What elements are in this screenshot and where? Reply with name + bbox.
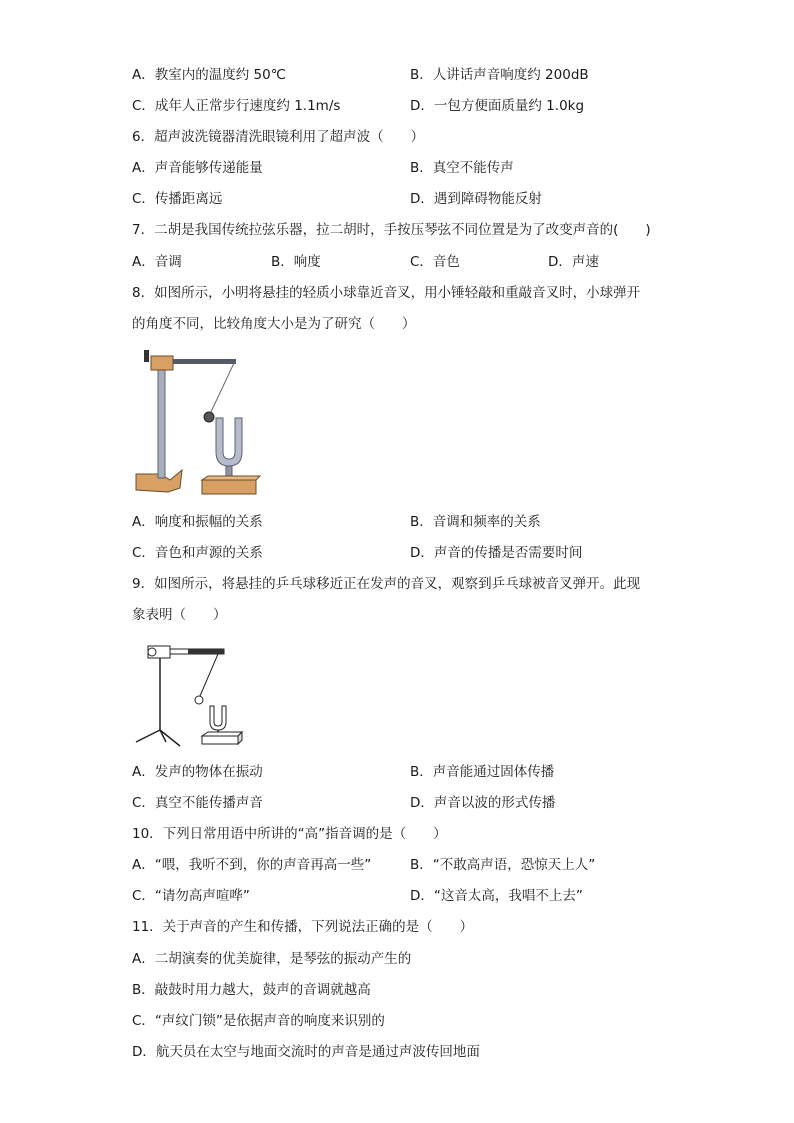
q7-stem: 7．二胡是我国传统拉弦乐器，拉二胡时，手按压琴弦不同位置是为了改变声音的( ) [132,222,651,238]
fork-base [202,480,256,494]
q9-option-d: D．声音以波的形式传播 [410,795,556,811]
q6-stem: 6．超声波洗镜器清洗眼镜利用了超声波（ ） [132,129,425,145]
q7-option-a: A．音调 [132,254,182,270]
prev-option-c: C．成年人正常步行速度约 1.1m/s [132,98,341,114]
q6-option-b: B．真空不能传声 [410,160,514,176]
q7-option-b: B．响度 [271,254,321,270]
thread [200,654,218,696]
q8-stem-line1: 8．如图所示，小明将悬挂的轻质小球靠近音叉，用小锤轻敲和重敲音叉时，小球弹开 [132,285,641,301]
q9-stem-line2: 象表明（ ） [132,607,227,623]
horizontal-arm [173,359,236,364]
clamp-block [151,356,173,370]
q9-stem-line1: 9．如图所示，将悬挂的乒乓球移近正在发声的音叉，观察到乒乓球被音叉弹开。此现 [132,576,641,592]
q6-option-c: C．传播距离远 [132,191,223,207]
q9-option-a: A．发声的物体在振动 [132,764,263,780]
q9-option-b: B．声音能通过固体传播 [410,764,555,780]
ball [204,412,214,422]
q9-figure-pingpong-tuning-fork [130,638,245,750]
q9-option-c: C．真空不能传播声音 [132,795,263,811]
q7-option-d: D．声速 [548,254,599,270]
prev-option-d: D．一包方便面质量约 1.0kg [410,98,585,114]
q8-option-b: B．音调和频率的关系 [410,514,541,530]
q8-option-c: C．音色和声源的关系 [132,545,263,561]
q11-stem: 11．关于声音的产生和传播，下列说法正确的是（ ） [132,919,474,935]
q10-stem: 10．下列日常用语中所讲的“高”指音调的是（ ） [132,826,447,842]
q11-option-d: D．航天员在太空与地面交流时的声音是通过声波传回地面 [132,1044,480,1060]
pingpong-ball [195,696,203,704]
q11-option-a: A．二胡演奏的优美旋律，是琴弦的振动产生的 [132,951,412,967]
q6-option-a: A．声音能够传递能量 [132,160,263,176]
q11-option-c: C．“声纹门锁”是依据声音的响度来识别的 [132,1013,385,1029]
thread [210,363,234,414]
stand-rod [158,360,165,478]
q8-stem-line2: 的角度不同，比较角度大小是为了研究（ ） [132,316,416,332]
q11-option-b: B．敲鼓时用力越大，鼓声的音调就越高 [132,982,371,998]
q7-option-c: C．音色 [410,254,460,270]
tuning-fork [216,418,242,466]
tuning-fork [210,706,226,730]
q6-option-d: D．遇到障碍物能反射 [410,191,542,207]
q10-option-d: D．“这音太高，我唱不上去” [410,888,583,904]
prev-option-a: A．教室内的温度约 50℃ [132,67,286,83]
clamp-screw [144,350,149,362]
q10-option-c: C．“请勿高声喧哗” [132,888,250,904]
q10-option-a: A．“喂，我听不到，你的声音再高一些” [132,857,372,873]
q10-option-b: B．“不敢高声语，恐惊天上人” [410,857,596,873]
q8-option-d: D．声音的传播是否需要时间 [410,545,583,561]
fork-box [202,736,238,744]
q8-option-a: A．响度和振幅的关系 [132,514,263,530]
prev-option-b: B．人讲话声音响度约 200dB [410,67,589,83]
q8-figure-tuning-fork-apparatus [130,346,265,501]
